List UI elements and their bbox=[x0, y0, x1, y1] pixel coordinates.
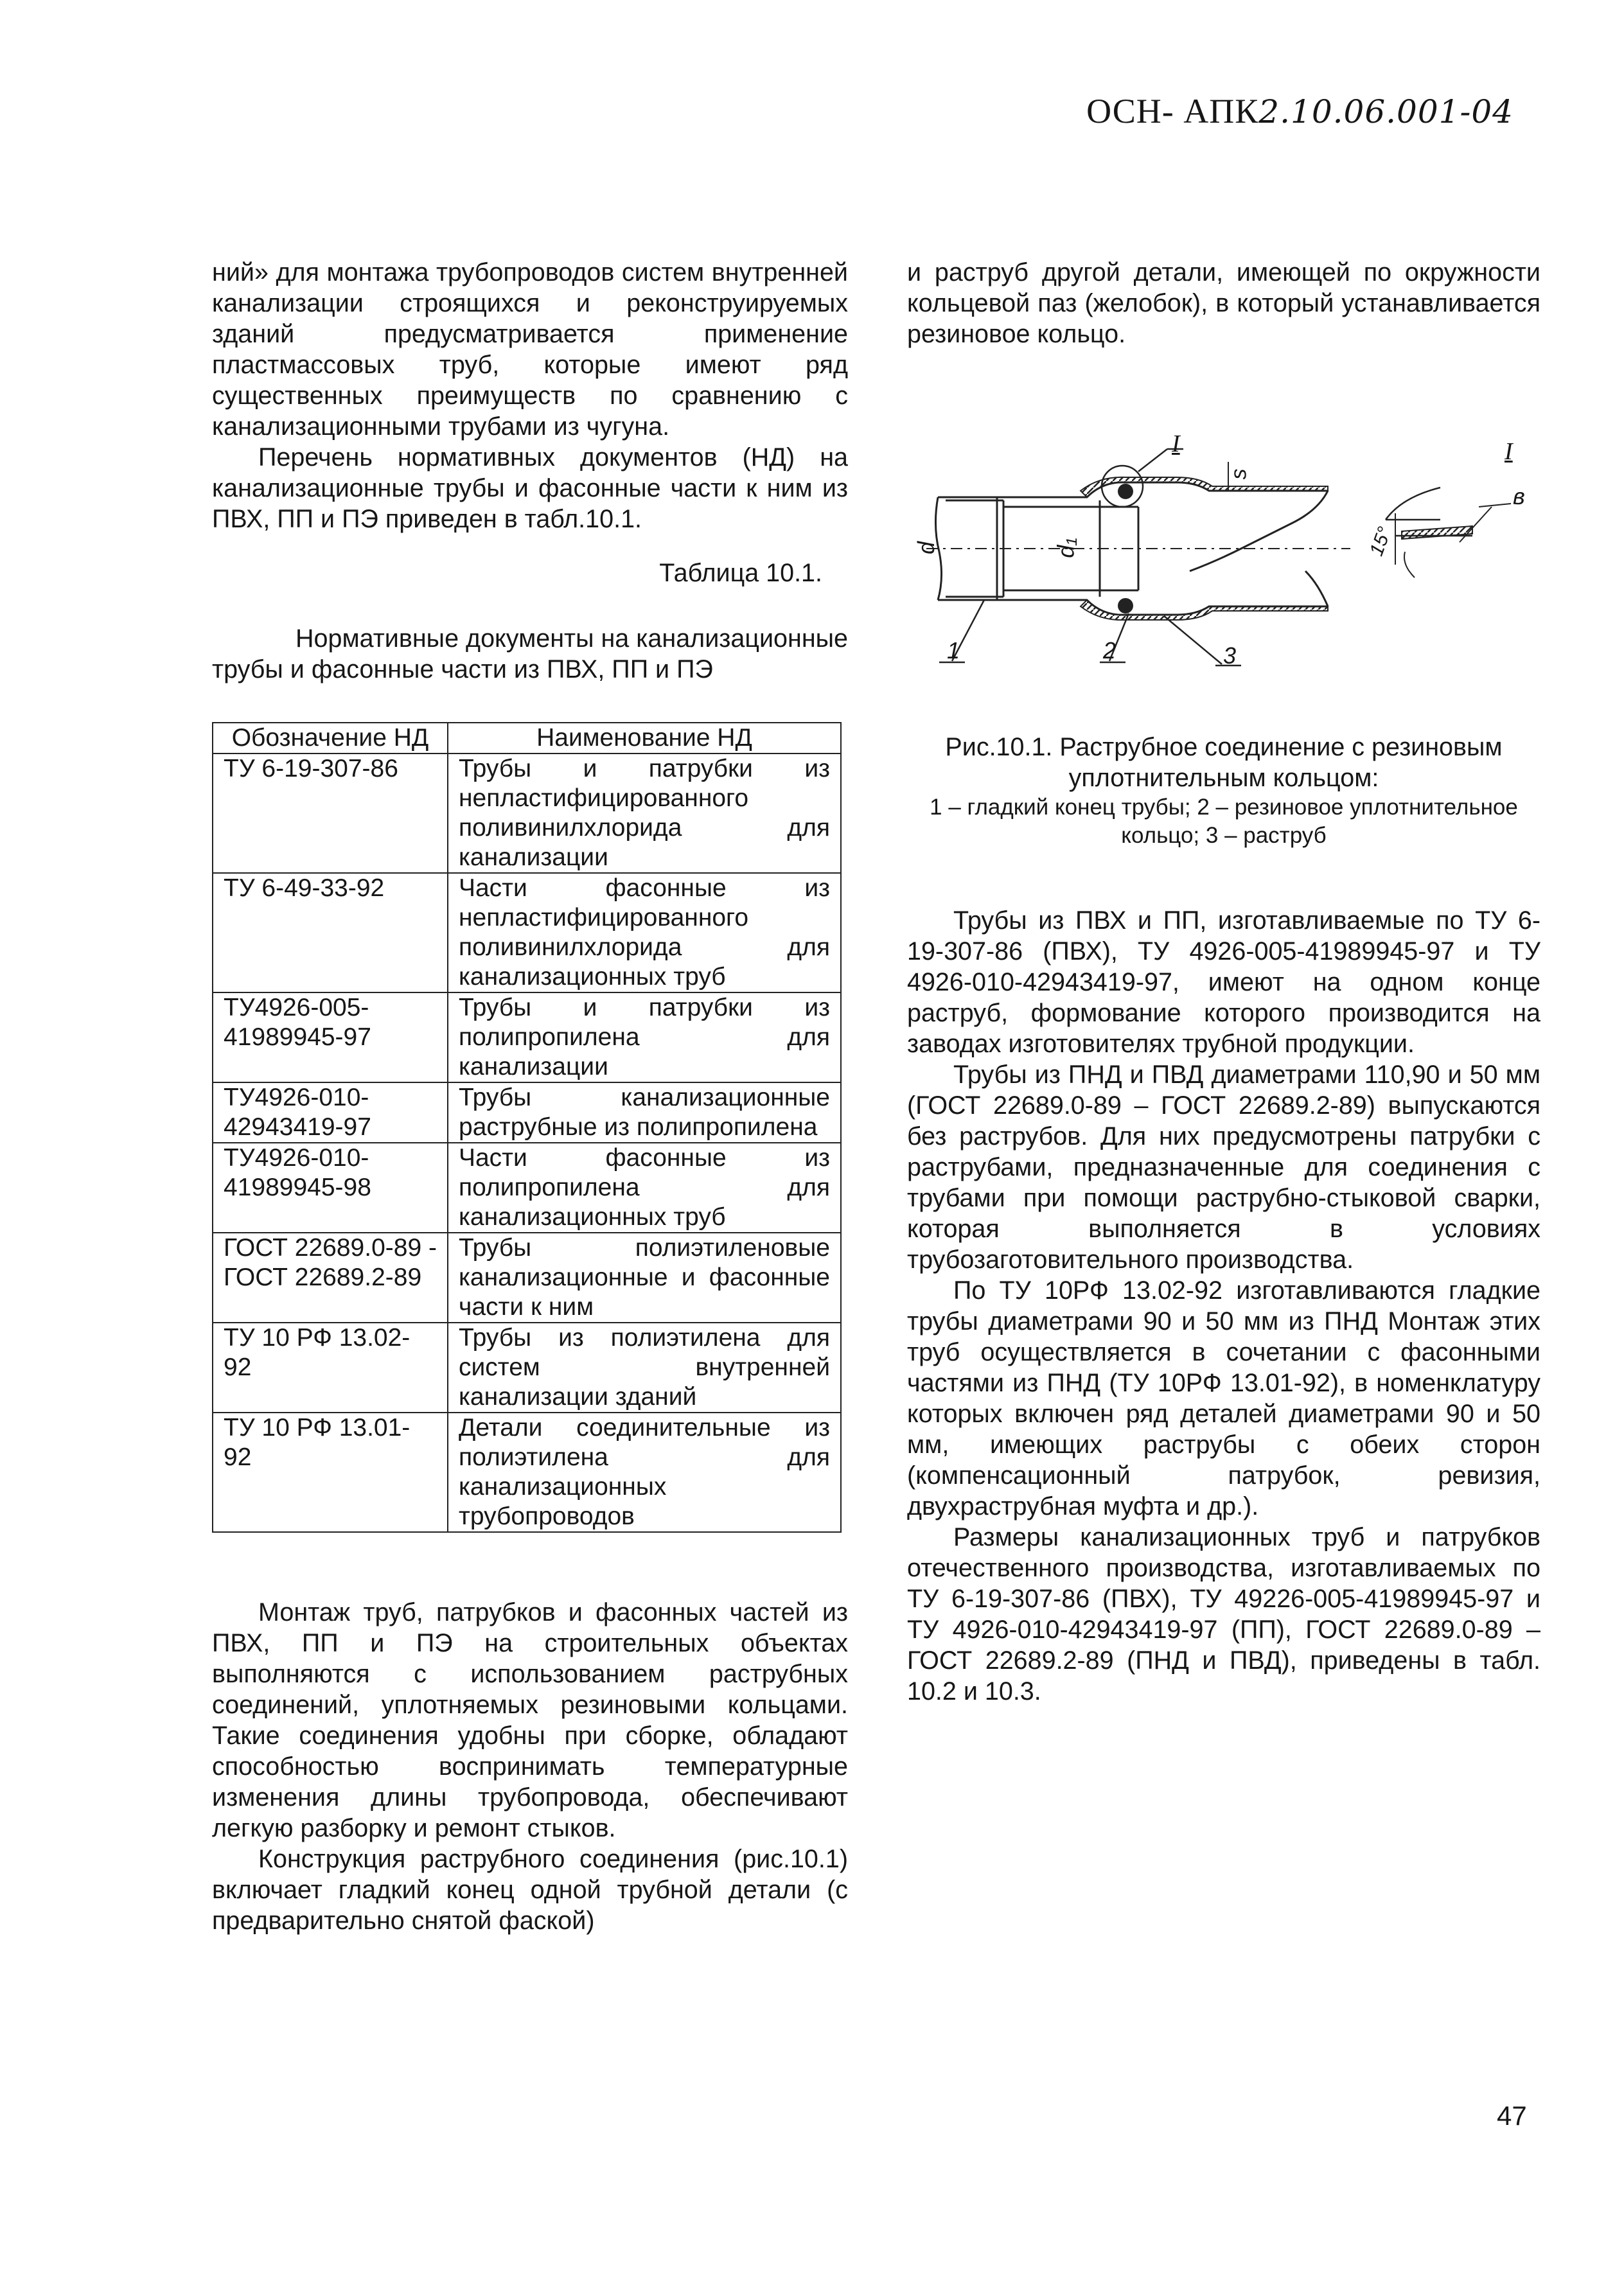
table-cell-code: ТУ4926-010-42943419-97 bbox=[213, 1082, 448, 1143]
table-cell-name: Трубы и патрубки из полипропилена для канализации bbox=[448, 992, 841, 1082]
label-s: s bbox=[1226, 468, 1251, 480]
label-angle: 15° bbox=[1365, 524, 1396, 559]
table-header-row bbox=[213, 723, 841, 754]
table-row bbox=[213, 1233, 841, 1323]
pipe-outline bbox=[926, 482, 1350, 615]
table-cell-code: ТУ4926-005-41989945-97 bbox=[213, 992, 448, 1082]
table-row bbox=[213, 1323, 841, 1413]
paragraph: Трубы из ПВХ и ПП, изготавливаемые по ТУ 6-19-307-86 (ПВХ), ТУ 4926-005-41989945-97 и ТУ 4926-010-42943419-97, имеют на одном конце раструб, формование которого производится на заводах изготовителях трубной продукции. bbox=[907, 906, 1540, 1058]
socket-joint-figure bbox=[907, 430, 1540, 706]
paragraph: ний» для монтажа трубопроводов систем внутренней канализации строящихся и реконструируемых зданий предусматривается применение пластмассовых труб, которые имеют ряд существенных преимуществ по сравнению с канализационными трубами из чугуна. bbox=[212, 258, 848, 441]
paragraph: Размеры канализационных труб и патрубков отечественного производства, изготавливаемых по ТУ 6-19-307-86 (ПВХ), ТУ 49226-005-41989945-97 и ТУ 4926-010-42943419-97 (ПП), ГОСТ 22689.0-89 – ГОСТ 22689.2-89 (ПНД и ПВД), приведены в табл. 10.2 и 10.3. bbox=[907, 1523, 1540, 1706]
table-cell-name: Части фасонные из полипропилена для канализационных труб bbox=[448, 1143, 841, 1233]
table-row bbox=[213, 1143, 841, 1233]
paragraph: Конструкция раструбного соединения (рис.10.1) включает гладкий конец одной трубной детали (с предварительно снятой фаской) bbox=[212, 1845, 848, 1935]
table-cell-code: ТУ 10 РФ 13.02-92 bbox=[213, 1323, 448, 1413]
table-cell-code: ТУ 6-49-33-92 bbox=[213, 873, 448, 992]
label-d: d bbox=[913, 541, 940, 555]
socket-wall-bottom bbox=[1081, 600, 1328, 620]
socket-wall-top bbox=[1081, 477, 1328, 497]
table-header-cell: Обозначение НД bbox=[213, 723, 448, 754]
table-cell-code: ТУ4926-010-41989945-98 bbox=[213, 1143, 448, 1233]
table-row bbox=[213, 754, 841, 873]
table-cell-name: Части фасонные из непластифицированного поливинилхлорида для канализационных труб bbox=[448, 873, 841, 992]
rubber-ring-top bbox=[1118, 484, 1133, 499]
rubber-ring-bottom bbox=[1118, 598, 1133, 613]
table-cell-name: Трубы из полиэтилена для систем внутренней канализации зданий bbox=[448, 1323, 841, 1413]
table-cell-name: Трубы канализационные раструбные из полипропилена bbox=[448, 1082, 841, 1143]
table-cell-name: Трубы и патрубки из непластифицированного поливинилхлорида для канализации bbox=[448, 754, 841, 873]
figure-caption: Рис.10.1. Раструбное соединение с резиновым уплотнительным кольцом: bbox=[945, 733, 1503, 792]
label-2: 2 bbox=[1103, 637, 1116, 664]
paragraph: и раструб другой детали, имеющей по окружности кольцевой паз (желобок), в который устанавливается резиновое кольцо. bbox=[907, 258, 1540, 348]
doc-code: ОСН- АПК bbox=[1086, 92, 1259, 130]
label-section-main: I bbox=[1172, 430, 1180, 457]
right-column bbox=[907, 257, 1540, 1707]
page-header bbox=[1086, 91, 1514, 131]
table-cell-name: Детали соединительные из полиэтилена для канализационных трубопроводов bbox=[448, 1413, 841, 1532]
table-cell-name: Трубы полиэтиленовые канализационные и фасонные части к ним bbox=[448, 1233, 841, 1323]
table-cell-code: ТУ 6-19-307-86 bbox=[213, 754, 448, 873]
table-cell-code: ГОСТ 22689.0-89 - ГОСТ 22689.2-89 bbox=[213, 1233, 448, 1323]
table-label: Таблица 10.1. bbox=[659, 559, 822, 587]
paragraph: По ТУ 10РФ 13.02-92 изготавливаются гладкие трубы диаметрами 90 и 50 мм из ПНД Монтаж этих труб осуществляется в сочетании с фасонными частями из ПНД (ТУ 10РФ 13.01-92), в номенклатуру которых включен ряд деталей диаметрами 90 и 50 мм, имеющих раструбы с обеих сторон (компенсационный патрубок, ревизия, двухраструбная муфта и др.). bbox=[907, 1276, 1540, 1520]
table-row bbox=[213, 992, 841, 1082]
table-row bbox=[213, 1082, 841, 1143]
table-title: Нормативные документы на канализационные трубы и фасонные части из ПВХ, ПП и ПЭ bbox=[212, 624, 848, 683]
label-1: 1 bbox=[947, 637, 960, 664]
table-cell-code: ТУ 10 РФ 13.01-92 bbox=[213, 1413, 448, 1532]
figure-legend: 1 – гладкий конец трубы; 2 – резиновое уплотнительное кольцо; 3 – раструб bbox=[930, 795, 1518, 848]
paragraph: Перечень нормативных документов (НД) на канализационные трубы и фасонные части к ним из ПВХ, ПП и ПЭ приведен в табл.10.1. bbox=[212, 443, 848, 533]
table-header-cell: Наименование НД bbox=[448, 723, 841, 754]
nd-table bbox=[212, 722, 842, 1533]
table-row bbox=[213, 1413, 841, 1532]
label-d1: d₁ bbox=[1052, 538, 1079, 558]
detail-view bbox=[1386, 488, 1511, 577]
label-section-detail: I bbox=[1505, 438, 1513, 465]
doc-code-handwritten: 2.10.06.001-04 bbox=[1258, 93, 1514, 130]
table-row bbox=[213, 873, 841, 992]
left-column bbox=[212, 257, 848, 1936]
label-3: 3 bbox=[1223, 642, 1237, 669]
leader-3 bbox=[1164, 616, 1222, 664]
label-b: в bbox=[1513, 483, 1525, 509]
paragraph: Монтаж труб, патрубков и фасонных частей из ПВХ, ПП и ПЭ на строительных объектах выполняются с использованием раструбных соединений, уплотняемых резиновыми кольцами. Такие соединения удобны при сборке, обладают способностью воспринимать температурные изменения длины трубопровода, обеспечивают легкую разборку и ремонт стыков. bbox=[212, 1598, 848, 1842]
paragraph: Трубы из ПНД и ПВД диаметрами 110,90 и 50 мм (ГОСТ 22689.0-89 – ГОСТ 22689.2-89) выпускаются без раструбов. Для них предусмотрены патрубки с раструбами, предназначенные для соединения с трубами при помощи раструбно-стыковой сварки, которая выполняется в условиях трубозаготовительного производства. bbox=[907, 1061, 1540, 1274]
page-number: 47 bbox=[1497, 2101, 1527, 2131]
